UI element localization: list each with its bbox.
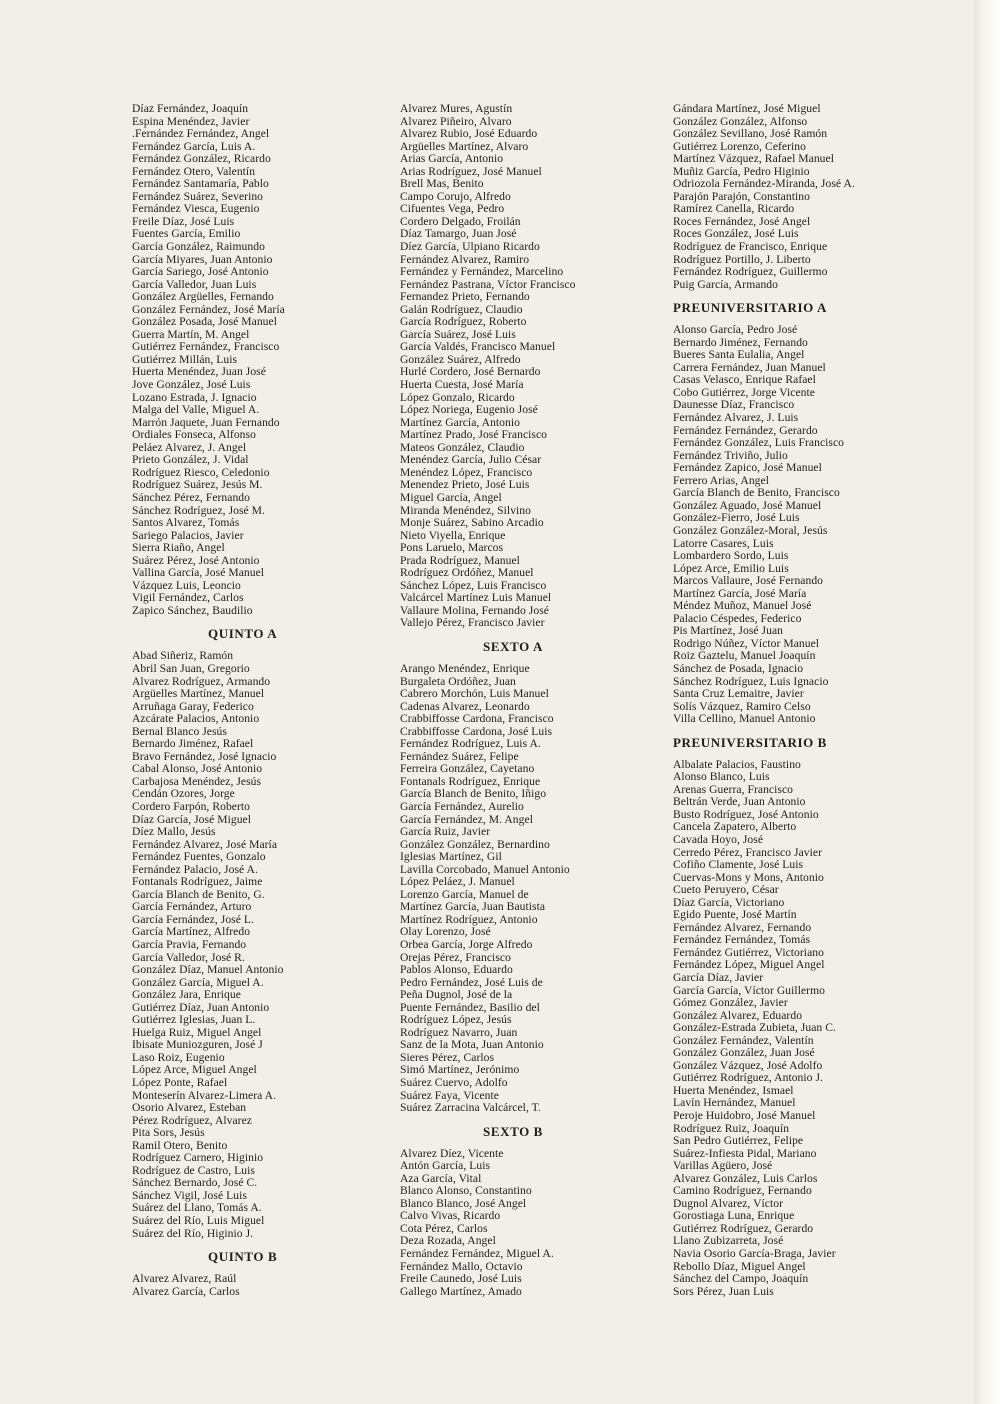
- student-name: Lavilla Corcobado, Manuel Antonio: [400, 862, 570, 876]
- section-heading: SEXTO A: [483, 638, 543, 654]
- student-name: Santos Alvarez, Tomás: [132, 516, 240, 530]
- student-name: Palacio Céspedes, Federico: [673, 611, 802, 625]
- student-name: Cordero Delgado, Froilán: [400, 214, 521, 228]
- student-name: Arias Rodríguez, José Manuel: [400, 164, 542, 178]
- student-name: Peláez Alvarez, J. Angel: [132, 440, 247, 454]
- student-name: Villa Cellino, Manuel Antonio: [673, 712, 816, 726]
- student-name: Fernández Suárez, Severino: [132, 189, 264, 203]
- student-name: Cuervas-Mons y Mons, Antonio: [673, 870, 824, 884]
- student-name: Suárez-Infiesta Pidal, Mariano: [673, 1146, 817, 1160]
- student-name: Fernández Gutiérrez, Victoriano: [673, 945, 824, 959]
- student-name: González Argüelles, Fernando: [132, 290, 274, 304]
- student-name: Lombardero Sordo, Luis: [673, 549, 789, 563]
- student-name: Huerta Cuesta, José María: [400, 378, 524, 392]
- student-name: Navia Osorio García-Braga, Javier: [673, 1247, 836, 1261]
- student-name: Fernández y Fernández, Marcelino: [400, 265, 564, 279]
- student-name: Cofiño Clamente, José Luis: [673, 858, 804, 872]
- student-name: Simó Martínez, Jerónimo: [400, 1063, 520, 1077]
- student-name: Suárez Cuervo, Adolfo: [400, 1076, 508, 1090]
- student-name: Vigil Fernández, Carlos: [132, 591, 244, 605]
- student-name: Crabbiffosse Cardona, Francisco: [400, 712, 554, 726]
- student-name: Arango Menéndez, Enrique: [400, 661, 530, 675]
- student-name: Díaz García, Victoriano: [673, 895, 785, 909]
- student-name: Fernández Viesca, Eugenio: [132, 202, 260, 216]
- student-name: González González, Bernardino: [400, 837, 550, 851]
- student-name: Sánchez Rodríguez, José M.: [132, 503, 265, 517]
- student-name: Sánchez Bernardo, José C.: [132, 1176, 258, 1190]
- student-name: Peña Dugnol, José de la: [400, 988, 513, 1002]
- student-name: Sánchez Pérez, Fernando: [132, 490, 251, 504]
- student-name: Laso Roiz, Eugenio: [132, 1050, 225, 1064]
- student-name: Fernández López, Miguel Angel: [673, 958, 825, 972]
- student-name: García Blanch de Benito, Francisco: [673, 486, 840, 500]
- student-name: Abad Siñeriz, Ramón: [132, 649, 234, 663]
- student-name: Fernández Triviño, Julio: [673, 448, 788, 462]
- student-name: Sánchez Vigil, José Luis: [132, 1188, 247, 1202]
- student-name: Parajón Parajón, Constantino: [673, 189, 810, 203]
- column-2: [400, 103, 660, 1298]
- student-name: Vallina García, José Manuel: [132, 566, 265, 580]
- student-name: García Díaz, Javier: [673, 971, 764, 984]
- student-name: García Sariego, José Antonio: [132, 265, 269, 279]
- student-name: Alvarez Mures, Agustín: [400, 102, 513, 115]
- student-name: Gutiérrez Rodríguez, Gerardo: [673, 1221, 814, 1235]
- student-name: Fernández González, Luis Francisco: [673, 436, 845, 450]
- student-name: Fernández Zapico, José Manuel: [673, 461, 822, 475]
- student-name: Cabal Alonso, José Antonio: [132, 762, 263, 776]
- student-name: Bravo Fernández, José Ignacio: [132, 749, 277, 763]
- student-name: Alvarez García, Carlos: [132, 1284, 240, 1298]
- student-name: García Valledor, Juan Luis: [132, 277, 257, 291]
- student-name: Gorostiaga Luna, Enrique: [673, 1209, 795, 1223]
- student-name: Brell Mas, Benito: [400, 177, 484, 191]
- student-name: Egido Puente, José Martín: [673, 908, 797, 922]
- student-name: Bernardo Jiménez, Fernando: [673, 335, 808, 349]
- student-name: Rodríguez López, Jesús: [400, 1013, 512, 1027]
- student-name: Miguel García, Angel: [400, 490, 502, 504]
- student-name: Jove González, José Luis: [132, 378, 251, 392]
- student-name: García Fernández, José L.: [132, 912, 254, 926]
- student-name: Sánchez del Campo, Joaquín: [673, 1272, 809, 1286]
- student-name: Puig García, Armando: [673, 277, 778, 291]
- student-name: Varillas Agüero, José: [673, 1159, 773, 1173]
- student-name: Alonso Blanco, Luis: [673, 770, 770, 784]
- student-name: Suárez Faya, Vicente: [400, 1088, 499, 1102]
- student-name: Valcárcel Martínez Luis Manuel: [400, 591, 552, 605]
- student-name: Prada Rodríguez, Manuel: [400, 553, 520, 567]
- student-name: Fernández González, Ricardo: [132, 152, 271, 166]
- student-name: Solís Vázquez, Ramiro Celso: [673, 699, 811, 713]
- student-name: García Rodríguez, Roberto: [400, 315, 527, 329]
- student-name: Rodríguez de Castro, Luis: [132, 1163, 255, 1177]
- student-name: Crabbiffosse Cardona, José Luis: [400, 724, 553, 738]
- student-name: González González-Moral, Jesús: [673, 523, 828, 537]
- student-name: López Ponte, Rafael: [132, 1076, 228, 1090]
- student-name: Díaz García, José Miguel: [132, 812, 252, 826]
- student-name: Peroje Huidobro, José Manuel: [673, 1109, 816, 1123]
- student-name: Díez García, Ulpiano Ricardo: [400, 240, 540, 254]
- section-heading: SEXTO B: [483, 1123, 543, 1139]
- student-name: Roiz Gaztelu, Manuel Joaquín: [673, 649, 816, 663]
- student-name: Ferrero Arias, Angel: [673, 473, 769, 487]
- student-name: Alvarez Alvarez, Raúl: [132, 1272, 237, 1286]
- student-name: López Noriega, Eugenio José: [400, 403, 538, 417]
- student-name: Cueto Peruyero, César: [673, 883, 779, 897]
- student-name: González-Fierro, José Luis: [673, 511, 800, 525]
- student-name: González Suárez, Alfredo: [400, 352, 521, 366]
- student-name: Lozano Estrada, J. Ignacio: [132, 390, 257, 404]
- student-name: Pedro Fernández, José Luis de: [400, 975, 543, 989]
- student-name: Nieto Viyella, Enrique: [400, 528, 506, 542]
- student-name: Martínez Rodríguez, Antonio: [400, 912, 538, 926]
- student-name: Gutiérrez Fernández, Francisco: [132, 340, 280, 354]
- student-name: Lavín Hernández, Manuel: [673, 1096, 796, 1110]
- student-name: Camino Rodríguez, Fernando: [673, 1184, 812, 1198]
- student-name: Fernández Fuentes, Gonzalo: [132, 850, 266, 864]
- student-name: Suárez Pérez, José Antonio: [132, 553, 260, 567]
- student-name: Menendez Prieto, José Luis: [400, 478, 530, 492]
- student-name: Orbea García, Jorge Alfredo: [400, 938, 533, 951]
- student-name: Hurlé Cordero, José Bernardo: [400, 365, 541, 379]
- student-name: García Suárez, José Luis: [400, 327, 516, 341]
- student-name: Fernández Alvarez, José María: [132, 837, 278, 851]
- student-name: Pablos Alonso, Eduardo: [400, 963, 513, 977]
- student-name: Zapico Sánchez, Baudilio: [132, 603, 253, 617]
- student-name: Daunesse Díaz, Francisco: [673, 398, 795, 412]
- student-name: Orejas Pérez, Francisco: [400, 950, 511, 964]
- student-name: Ordiales Fonseca, Alfonso: [132, 428, 256, 442]
- student-name: Méndez Muñoz, Manuel José: [673, 599, 812, 613]
- student-name: López Gonzalo, Ricardo: [400, 390, 515, 404]
- student-name: Vázquez Luis, Leoncio: [132, 578, 241, 592]
- student-name: Díaz Fernández, Joaquín: [132, 102, 249, 115]
- student-name: García Ruiz, Javier: [400, 825, 491, 839]
- student-name: Fernández Fernández, Gerardo: [673, 423, 818, 437]
- student-name: Cendán Ozores, Jorge: [132, 787, 235, 801]
- student-name: González Fernández, José María: [132, 302, 285, 316]
- student-name: Fontanals Rodríguez, Jaime: [132, 875, 263, 889]
- student-name: Rodrigo Núñez, Víctor Manuel: [673, 636, 820, 650]
- student-name: Fernández Suárez, Felipe: [400, 749, 519, 763]
- student-name: González González, Alfonso: [673, 114, 808, 128]
- student-name: Monje Suárez, Sabino Arcadio: [400, 516, 544, 530]
- student-name: Rebollo Díaz, Miguel Angel: [673, 1259, 806, 1273]
- student-name: Alvarez Rodríguez, Armando: [132, 674, 271, 688]
- student-name: Fernández Palacio, José A.: [132, 862, 258, 876]
- student-name: Arruñaga Garay, Federico: [132, 699, 254, 713]
- student-name: Cifuentes Vega, Pedro: [400, 202, 505, 216]
- student-name: Campo Corujo, Alfredo: [400, 189, 511, 203]
- student-name: Fernández Rodríguez, Guillermo: [673, 265, 828, 279]
- student-name: Marcos Vallaure, José Fernando: [673, 574, 824, 588]
- student-name: Cobo Gutiérrez, Jorge Vicente: [673, 385, 815, 399]
- student-name: García Martínez, Alfredo: [132, 925, 251, 939]
- student-name: Fernandez Prieto, Fernando: [400, 290, 530, 304]
- student-name: Cadenas Alvarez, Leonardo: [400, 699, 530, 713]
- student-name: Blanco Alonso, Constantino: [400, 1184, 532, 1198]
- student-name: Gándara Martínez, José Miguel: [673, 102, 821, 115]
- section-heading: PREUNIVERSITARIO A: [673, 300, 827, 316]
- student-name: Muñiz García, Pedro Higinio: [673, 164, 810, 178]
- student-name: Gutiérrez Millán, Luis: [132, 352, 238, 366]
- student-name: García Pravia, Fernando: [132, 938, 247, 951]
- student-name: Huelga Ruiz, Miguel Angel: [132, 1025, 262, 1039]
- student-name: Fernández Alvarez, Ramiro: [400, 252, 530, 266]
- student-name: Carbajosa Menéndez, Jesús: [132, 774, 262, 788]
- student-name: González Díaz, Manuel Antonio: [132, 963, 284, 977]
- student-name: Sieres Pérez, Carlos: [400, 1050, 495, 1064]
- student-name: Alvarez Rubio, José Eduardo: [400, 127, 538, 141]
- student-name: Santa Cruz Lemaitre, Javier: [673, 687, 804, 701]
- student-name: Arenas Guerra, Francisco: [673, 782, 793, 796]
- student-name: Lorenzo García, Manuel de: [400, 887, 529, 901]
- student-name: Fernández Alvarez, J. Luis: [673, 411, 799, 425]
- section-heading: QUINTO A: [208, 626, 278, 642]
- student-name: Fernández Alvarez, Fernando: [673, 920, 812, 934]
- student-name: Pons Laruelo, Marcos: [400, 541, 504, 555]
- student-name: Fernández Fernández, Tomás: [673, 933, 811, 947]
- student-name: Vallaure Molina, Fernando José: [400, 603, 549, 617]
- student-name: Fernández Mallo, Octavio: [400, 1259, 523, 1273]
- student-name: Martínez García, José María: [673, 586, 807, 600]
- column-3: [673, 103, 933, 1298]
- student-name: Antón García, Luis: [400, 1159, 491, 1173]
- student-name: Ferreira González, Cayetano: [400, 762, 535, 776]
- student-name: Espina Menéndez, Javier: [132, 114, 250, 128]
- student-name: Ibisate Muniozguren, José J: [132, 1038, 263, 1052]
- student-name: Sánchez Rodríguez, Luis Ignacio: [673, 674, 829, 688]
- student-name: González Alvarez, Eduardo: [673, 1008, 803, 1022]
- student-name: García Valledor, José R.: [132, 950, 245, 964]
- student-name: Sors Pérez, Juan Luis: [673, 1284, 774, 1298]
- student-name: Fernández Otero, Valentín: [132, 164, 256, 178]
- student-name: Gallego Martínez, Amado: [400, 1284, 522, 1298]
- student-name: Casas Velasco, Enrique Rafael: [673, 373, 816, 387]
- student-name: López Arce, Miguel Angel: [132, 1063, 257, 1077]
- student-name: García Blanch de Benito, Iñigo: [400, 787, 547, 801]
- student-name: González Aguado, José Manuel: [673, 498, 822, 512]
- student-name: Fernández Fernández, Miguel A.: [400, 1247, 554, 1261]
- student-name: Latorre Casares, Luis: [673, 536, 774, 550]
- student-name: Burgaleta Ordóñez, Juan: [400, 674, 516, 688]
- student-name: Carrera Fernández, Juan Manuel: [673, 360, 826, 374]
- student-name: Pérez Rodríguez, Alvarez: [132, 1113, 252, 1127]
- student-name: García Fernández, Aurelio: [400, 799, 524, 813]
- student-name: Díez Mallo, Jesús: [132, 825, 216, 839]
- student-name: Huerta Menéndez, Juan José: [132, 365, 266, 379]
- student-name: Vallejo Pérez, Francisco Javier: [400, 616, 545, 630]
- student-name: Alonso García, Pedro José: [673, 323, 798, 337]
- student-name: García Blanch de Benito, G.: [132, 887, 265, 901]
- student-name: Rodríguez Portillo, J. Liberto: [673, 252, 811, 266]
- student-name: Gutiérrez Rodríguez, Antonio J.: [673, 1071, 823, 1085]
- student-name: Malga del Valle, Miguel A.: [132, 403, 260, 417]
- student-name: Iglesias Martínez, Gil: [400, 850, 502, 864]
- student-name: Pita Sors, Jesús: [132, 1126, 205, 1140]
- student-name: Martínez Vázquez, Rafael Manuel: [673, 152, 834, 166]
- student-name: Sanz de la Mota, Juan Antonio: [400, 1038, 544, 1052]
- student-name: Prieto González, J. Vidal: [132, 453, 249, 467]
- student-name: Deza Rozada, Angel: [400, 1234, 496, 1248]
- student-name: Fernández Santamaría, Pablo: [132, 177, 269, 191]
- student-name: Odriozola Fernández-Miranda, José A.: [673, 177, 855, 191]
- student-name: Freile Díaz, José Luis: [132, 214, 235, 228]
- student-name: Olay Lorenzo, José: [400, 925, 491, 939]
- student-name: .Fernández Fernández, Angel: [132, 127, 270, 141]
- student-name: Azcárate Palacios, Antonio: [132, 712, 260, 726]
- student-name: Fernández Rodríguez, Luis A.: [400, 737, 541, 751]
- student-name: Cabrero Morchón, Luis Manuel: [400, 687, 549, 701]
- student-name: Cota Pérez, Carlos: [400, 1221, 488, 1235]
- student-name: Suárez del Río, Luis Miguel: [132, 1214, 265, 1228]
- student-name: Guerra Martín, M. Angel: [132, 327, 250, 341]
- student-name: Galán Rodríguez, Claudio: [400, 302, 523, 316]
- section-heading: PREUNIVERSITARIO B: [673, 734, 827, 750]
- student-name: Rodríguez Ruiz, Joaquín: [673, 1121, 790, 1135]
- student-name: Gutiérrez Díaz, Juan Antonio: [132, 1000, 270, 1014]
- student-name: Llano Zubizarreta, José: [673, 1234, 784, 1248]
- student-name: Osorio Alvarez, Esteban: [132, 1101, 247, 1115]
- student-name: Huerta Menéndez, Ismael: [673, 1083, 794, 1097]
- student-name: Argüelles Martínez, Alvaro: [400, 139, 529, 153]
- student-name: Blanco Blanco, José Angel: [400, 1196, 527, 1210]
- student-name: Fontanals Rodríguez, Enrique: [400, 774, 541, 788]
- student-name: Bernardo Jiménez, Rafael: [132, 737, 254, 751]
- student-name: Ramil Otero, Benito: [132, 1138, 228, 1152]
- student-name: García García, Víctor Guillermo: [673, 983, 825, 997]
- student-name: Rodríguez Ordóñez, Manuel: [400, 566, 534, 580]
- student-name: Martínez García, Juan Bautista: [400, 900, 546, 914]
- student-name: González Posada, José Manuel: [132, 315, 277, 329]
- student-name: Sariego Palacios, Javier: [132, 528, 244, 542]
- student-name: Aza García, Vital: [400, 1171, 482, 1185]
- student-name: Arias García, Antonio: [400, 152, 504, 166]
- column-1: [132, 103, 392, 1298]
- student-name: Cavada Hoyo, José: [673, 832, 764, 846]
- student-name: López Arce, Emilio Luis: [673, 561, 789, 575]
- student-name: González Vázquez, José Adolfo: [673, 1058, 823, 1072]
- student-name: Alvarez Díez, Vicente: [400, 1146, 504, 1160]
- student-name: Rodríguez Carnero, Higinio: [132, 1151, 264, 1165]
- student-name: Roces Fernández, José Angel: [673, 214, 811, 228]
- student-name: González Fernández, Valentín: [673, 1033, 814, 1047]
- student-name: Martínez García, Antonio: [400, 415, 520, 429]
- student-name: González-Estrada Zubieta, Juan C.: [673, 1021, 836, 1035]
- student-name: Sánchez López, Luis Francisco: [400, 578, 547, 592]
- student-name: Suárez Zarracina Valcárcel, T.: [400, 1101, 541, 1115]
- student-name: Gutiérrez Lorenzo, Ceferino: [673, 139, 807, 153]
- student-name: Mateos González, Claudio: [400, 440, 525, 454]
- student-name: García Fernández, M. Angel: [400, 812, 533, 826]
- student-name: Cancela Zapatero, Alberto: [673, 820, 797, 834]
- student-name: Fernández García, Luis A.: [132, 139, 256, 153]
- student-name: Ramírez Canella, Ricardo: [673, 202, 795, 216]
- student-name: Dugnol Alvarez, Víctor: [673, 1196, 784, 1210]
- student-name: Alvarez González, Luis Carlos: [673, 1171, 818, 1185]
- student-name: Monteserín Alvarez-Limera A.: [132, 1088, 277, 1102]
- student-name: González Jara, Enrique: [132, 988, 241, 1002]
- student-name: Rodríguez Riesco, Celedonio: [132, 465, 270, 479]
- student-name: Cordero Farpón, Roberto: [132, 799, 251, 813]
- student-name: Rodríguez Suárez, Jesús M.: [132, 478, 263, 492]
- student-name: Fuentes García, Emilio: [132, 227, 241, 241]
- student-name: Miranda Menéndez, Silvino: [400, 503, 532, 517]
- student-name: Menéndez García, Julio César: [400, 453, 542, 467]
- student-name: Gómez González, Javier: [673, 996, 788, 1010]
- section-heading: QUINTO B: [208, 1249, 278, 1265]
- student-name: Puente Fernández, Basilio del: [400, 1000, 540, 1014]
- student-name: Roces González, José Luis: [673, 227, 799, 241]
- student-name: Sierra Riaño, Angel: [132, 541, 225, 555]
- student-name: Argüelles Martínez, Manuel: [132, 687, 265, 701]
- student-name: Abril San Juan, Gregorio: [132, 661, 250, 675]
- student-name: Martínez Prado, José Francisco: [400, 428, 548, 442]
- student-name: Bernal Blanco Jesús: [132, 724, 227, 738]
- student-name: Beltrán Verde, Juan Antonio: [673, 795, 806, 809]
- student-name: Sánchez de Posada, Ignacio: [673, 661, 804, 675]
- page-edge: [974, 0, 1000, 1404]
- student-name: Alvarez Piñeiro, Alvaro: [400, 114, 512, 128]
- student-name: Rodríguez de Francisco, Enrique: [673, 240, 828, 254]
- student-name: Díaz Tamargo, Juan José: [400, 227, 517, 241]
- student-name: García Miyares, Juan Antonio: [132, 252, 273, 266]
- student-name: García González, Raimundo: [132, 240, 265, 254]
- student-name: Rodríguez Navarro, Juan: [400, 1025, 518, 1039]
- student-name: Suárez del Llano, Tomás A.: [132, 1201, 262, 1215]
- student-name: García Valdés, Francisco Manuel: [400, 340, 556, 354]
- student-name: López Peláez, J. Manuel: [400, 875, 515, 889]
- student-name: Busto Rodríguez, José Antonio: [673, 807, 819, 821]
- student-name: García Fernández, Arturo: [132, 900, 252, 914]
- student-name: Freile Caunedo, José Luis: [400, 1272, 522, 1286]
- student-name: Pis Martínez, José Juan: [673, 624, 783, 638]
- student-name: González González, Juan José: [673, 1046, 815, 1060]
- student-name: Albalate Palacios, Faustino: [673, 757, 801, 771]
- student-name: Fernández Pastrana, Víctor Francisco: [400, 277, 576, 291]
- student-name: Marrón Jaquete, Juan Fernando: [132, 415, 280, 429]
- student-name: González García, Miguel A.: [132, 975, 264, 989]
- student-name: Suárez del Río, Higinio J.: [132, 1226, 254, 1240]
- student-name: Gutiérrez Iglesias, Juan L.: [132, 1013, 256, 1027]
- student-name: San Pedro Gutiérrez, Felipe: [673, 1134, 804, 1148]
- student-name: Bueres Santa Eulalia, Angel: [673, 348, 805, 362]
- student-name: Cerredo Pérez, Francisco Javier: [673, 845, 822, 859]
- student-name: González Sevillano, José Ramón: [673, 127, 828, 141]
- student-name: Calvo Vivas, Ricardo: [400, 1209, 501, 1223]
- student-name: Menéndez López, Francisco: [400, 465, 533, 479]
